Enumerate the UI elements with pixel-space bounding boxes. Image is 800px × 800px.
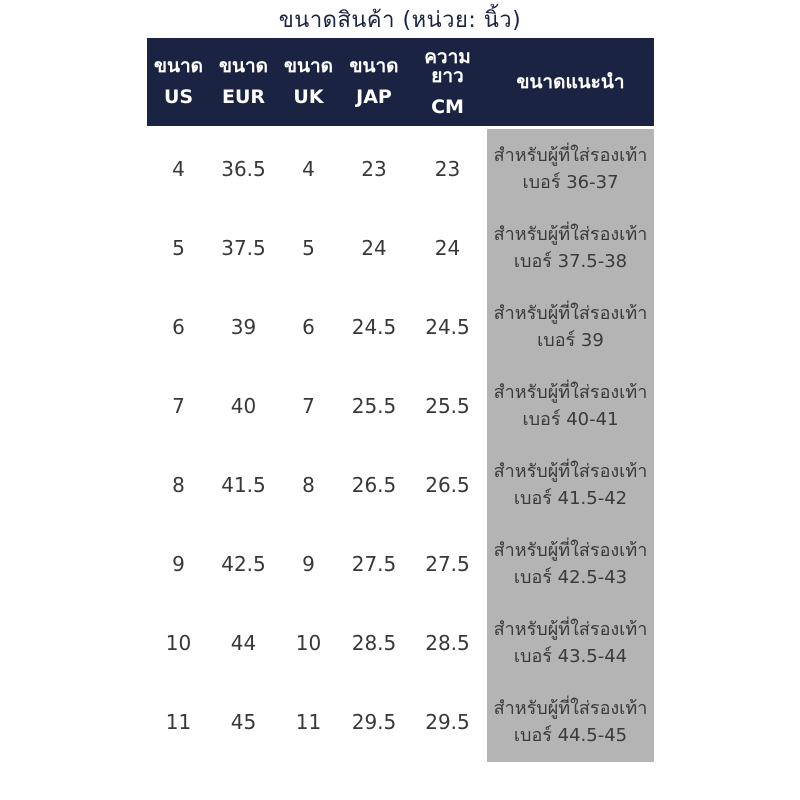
header-size-us-line2: US xyxy=(163,86,194,108)
header-size-jap-line2: JAP xyxy=(356,86,392,108)
cell-uk: 8 xyxy=(302,472,315,497)
cell-eur: 42.5 xyxy=(221,552,266,577)
recommend-line2: เบอร์ 42.5-43 xyxy=(513,567,628,589)
cell-uk: 7 xyxy=(302,393,315,418)
recommend-line2: เบอร์ 40-41 xyxy=(522,408,619,430)
recommend-line1: สำหรับผู้ที่ใส่รองเท้า xyxy=(493,540,648,562)
cell-jap: 25.5 xyxy=(351,393,397,418)
cell-us: 7 xyxy=(172,393,185,418)
cell-uk: 10 xyxy=(295,631,322,656)
cell-jap: 23 xyxy=(361,156,387,181)
header-length-cm-line1: ความยาว xyxy=(424,45,471,87)
table-header-row xyxy=(147,38,654,126)
cell-recommend xyxy=(487,604,654,683)
header-size-uk-line1: ขนาด xyxy=(284,55,333,77)
recommend-line2: เบอร์ 43.5-44 xyxy=(513,646,628,668)
cell-eur: 39 xyxy=(230,314,257,339)
cell-us: 6 xyxy=(172,314,185,339)
header-size-jap xyxy=(340,38,408,126)
cell-us: 5 xyxy=(172,235,185,260)
cell-jap: 26.5 xyxy=(351,472,397,497)
recommend-line1: สำหรับผู้ที่ใส่รองเท้า xyxy=(493,302,648,324)
cell-recommend xyxy=(487,129,654,208)
cell-cm: 29.5 xyxy=(425,710,470,735)
cell-uk: 5 xyxy=(302,235,315,260)
recommend-line2: เบอร์ 36-37 xyxy=(522,171,619,193)
header-size-eur xyxy=(210,38,277,126)
cell-jap: 27.5 xyxy=(351,552,397,577)
table-row xyxy=(147,445,654,524)
cell-cm: 28.5 xyxy=(425,631,470,656)
table-row xyxy=(147,524,654,603)
cell-uk: 4 xyxy=(302,156,315,181)
header-recommend-size-label: ขนาดแนะนำ xyxy=(516,70,625,93)
cell-cm: 24 xyxy=(434,235,461,260)
cell-recommend xyxy=(487,208,654,287)
cell-eur: 45 xyxy=(230,710,257,735)
table-row xyxy=(147,129,654,208)
cell-recommend xyxy=(487,524,654,603)
recommend-line1: สำหรับผู้ที่ใส่รองเท้า xyxy=(493,223,648,245)
header-size-us xyxy=(147,38,210,126)
cell-recommend xyxy=(487,366,654,445)
recommend-line1: สำหรับผู้ที่ใส่รองเท้า xyxy=(493,460,648,482)
cell-recommend xyxy=(487,683,654,762)
cell-jap: 24.5 xyxy=(351,314,397,339)
cell-uk: 11 xyxy=(295,710,322,735)
table-row xyxy=(147,366,654,445)
recommend-line1: สำหรับผู้ที่ใส่รองเท้า xyxy=(493,381,648,403)
cell-recommend xyxy=(487,287,654,366)
recommend-line2: เบอร์ 44.5-45 xyxy=(513,725,628,747)
cell-jap: 29.5 xyxy=(351,710,397,735)
table-row xyxy=(147,208,654,287)
cell-us: 10 xyxy=(165,631,192,656)
recommend-line1: สำหรับผู้ที่ใส่รองเท้า xyxy=(493,144,648,166)
header-size-uk-line2: UK xyxy=(293,86,324,108)
cell-cm: 23 xyxy=(434,156,461,181)
header-size-uk xyxy=(277,38,340,126)
cell-cm: 25.5 xyxy=(425,393,470,418)
cell-jap: 28.5 xyxy=(351,631,397,656)
header-size-jap-line1: ขนาด xyxy=(349,55,399,77)
cell-cm: 24.5 xyxy=(425,314,470,339)
header-size-eur-line2: EUR xyxy=(221,86,266,108)
recommend-line2: เบอร์ 39 xyxy=(537,329,604,351)
table-row xyxy=(147,683,654,762)
header-length-cm-line2: CM xyxy=(431,95,464,118)
cell-eur: 41.5 xyxy=(221,472,266,497)
table-row xyxy=(147,604,654,683)
header-size-us-line1: ขนาด xyxy=(154,55,203,77)
cell-eur: 36.5 xyxy=(221,156,266,181)
cell-cm: 27.5 xyxy=(425,552,470,577)
cell-jap: 24 xyxy=(361,235,387,260)
cell-us: 11 xyxy=(165,710,192,735)
recommend-line1: สำหรับผู้ที่ใส่รองเท้า xyxy=(493,619,648,641)
cell-eur: 44 xyxy=(230,631,257,656)
header-size-eur-line1: ขนาด xyxy=(219,55,268,77)
cell-us: 8 xyxy=(172,472,185,497)
recommend-line1: สำหรับผู้ที่ใส่รองเท้า xyxy=(493,698,648,720)
cell-uk: 6 xyxy=(302,314,315,339)
cell-eur: 40 xyxy=(230,393,257,418)
table-row xyxy=(147,287,654,366)
cell-uk: 9 xyxy=(302,552,315,577)
cell-eur: 37.5 xyxy=(221,235,266,260)
header-length-cm xyxy=(408,38,487,126)
cell-us: 4 xyxy=(172,156,185,181)
header-recommend-size xyxy=(487,38,654,126)
cell-recommend xyxy=(487,445,654,524)
size-table xyxy=(147,38,654,762)
recommend-line2: เบอร์ 41.5-42 xyxy=(513,487,628,509)
recommend-line2: เบอร์ 37.5-38 xyxy=(513,250,628,272)
cell-us: 9 xyxy=(172,552,185,577)
table-body xyxy=(147,129,654,762)
cell-cm: 26.5 xyxy=(425,472,470,497)
page-title: ขนาดสินค้า (หน่วย: นิ้ว) xyxy=(278,8,522,33)
